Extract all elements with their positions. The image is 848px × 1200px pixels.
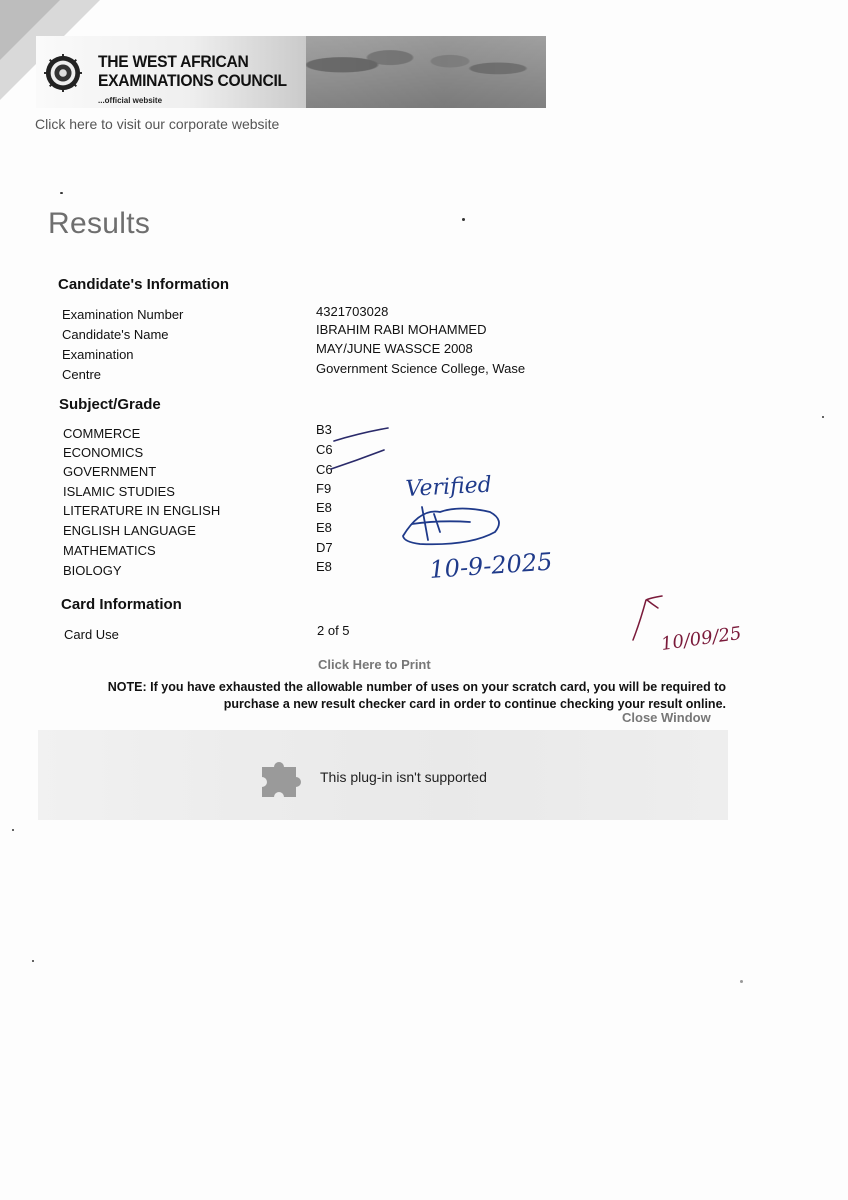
unsupported-plugin-area <box>38 730 728 820</box>
subject-name: MATHEMATICS <box>63 543 156 558</box>
scan-speck <box>740 980 743 983</box>
card-use-label: Card Use <box>64 627 119 642</box>
signature-scribble <box>403 509 499 545</box>
header-banner <box>36 36 546 108</box>
subject-grade: E8 <box>316 520 332 535</box>
scan-speck <box>822 416 824 418</box>
subject-grade: E8 <box>316 559 332 574</box>
puzzle-piece-icon <box>258 753 306 801</box>
exam-number-label: Examination Number <box>62 307 184 322</box>
corporate-website-link[interactable]: Click here to visit our corporate website <box>35 116 280 132</box>
subject-grade: C6 <box>316 442 333 457</box>
note-label: NOTE: <box>107 680 147 694</box>
card-use-value: 2 of 5 <box>317 623 350 638</box>
subject-grade: E8 <box>316 500 332 515</box>
scan-speck <box>60 192 63 194</box>
red-date-handwriting: 10/09/25 <box>659 622 743 655</box>
red-initial-mark <box>633 596 662 640</box>
plugin-message: This plug-in isn't supported <box>320 769 487 785</box>
waec-logo-icon <box>44 54 82 92</box>
card-info-heading: Card Information <box>61 596 182 613</box>
subject-grade: F9 <box>316 481 332 496</box>
scan-speck <box>12 829 14 831</box>
subject-name: ISLAMIC STUDIES <box>63 484 175 499</box>
page-title: Results <box>48 207 151 240</box>
subject-grade-heading: Subject/Grade <box>59 396 161 413</box>
verified-handwriting: Verified <box>405 472 493 502</box>
centre-label: Centre <box>62 367 102 382</box>
subject-name: GOVERNMENT <box>63 464 157 479</box>
red-initial-mark <box>647 600 658 608</box>
grade-check-mark <box>331 450 384 469</box>
scan-speck <box>32 960 34 962</box>
banner-photo <box>306 36 546 108</box>
subject-grade: D7 <box>316 540 333 555</box>
site-tagline: ...official website <box>98 96 163 105</box>
examination-value: MAY/JUNE WASSCE 2008 <box>316 341 473 356</box>
blue-date-handwriting: 10-9-2025 <box>428 547 554 584</box>
candidate-name-label: Candidate's Name <box>62 327 169 342</box>
grade-check-mark <box>334 428 388 441</box>
print-link[interactable]: Click Here to Print <box>318 657 431 672</box>
candidate-name-value: IBRAHIM RABI MOHAMMED <box>316 322 487 337</box>
subject-name: BIOLOGY <box>63 563 122 578</box>
signature-scribble <box>412 507 470 540</box>
subject-grade: B3 <box>316 422 332 437</box>
organization-name: THE WEST AFRICAN EXAMINATIONS COUNCIL <box>98 52 287 90</box>
subject-name: ECONOMICS <box>63 445 144 460</box>
subject-name: COMMERCE <box>63 426 141 441</box>
close-window-link[interactable]: Close Window <box>622 710 711 725</box>
centre-value: Government Science College, Wase <box>316 361 526 376</box>
note-text: If you have exhausted the allowable number of uses on your scratch card, you will be required to purchase a new result checker card in order to continue checking your result online. <box>150 680 726 711</box>
scratch-card-note <box>60 679 726 713</box>
candidate-info-heading: Candidate's Information <box>58 276 230 293</box>
exam-number-value: 4321703028 <box>316 304 389 319</box>
examination-label: Examination <box>62 347 134 362</box>
scan-speck <box>462 218 465 221</box>
subject-name: LITERATURE IN ENGLISH <box>63 503 221 518</box>
subject-name: ENGLISH LANGUAGE <box>63 523 196 538</box>
subject-grade: C6 <box>316 462 333 477</box>
